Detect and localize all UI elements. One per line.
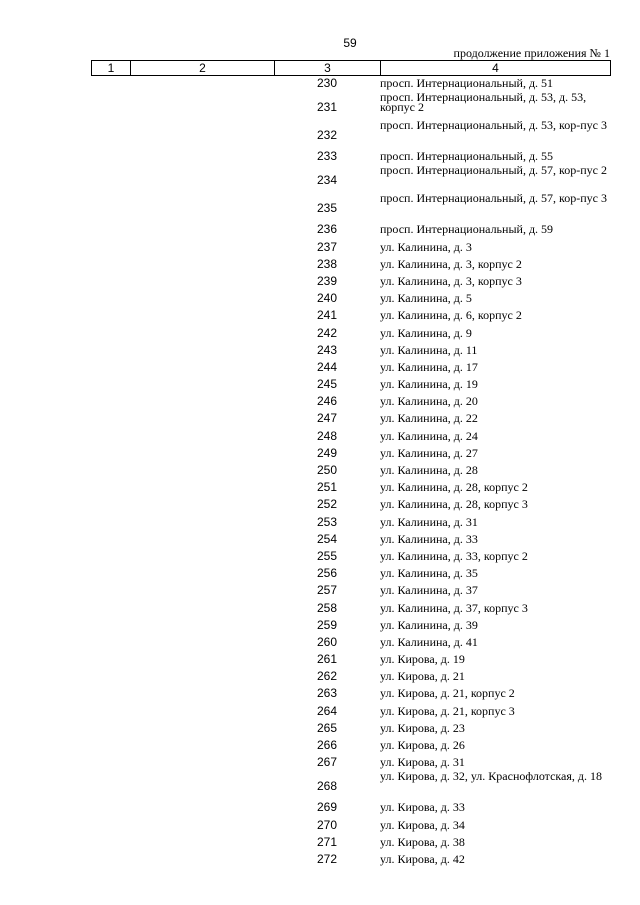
row-address: ул. Кирова, д. 23: [380, 720, 465, 735]
row-address: просп. Интернациональный, д. 57, кор-пус 3: [380, 191, 608, 206]
table-row: [0, 462, 640, 479]
continuation-note: продолжение приложения № 1: [453, 46, 610, 60]
table-row: [0, 720, 640, 737]
row-number: 267: [316, 755, 338, 770]
row-address: просп. Интернациональный, д. 53, д. 53, корпус 2: [380, 90, 587, 115]
table-row: [0, 799, 640, 816]
row-address: ул. Калинина, д. 28, корпус 3: [380, 497, 528, 512]
table-row: [0, 851, 640, 868]
row-number: 252: [316, 497, 338, 512]
row-number: 255: [316, 548, 338, 563]
row-number: 251: [316, 480, 338, 495]
row-number: 253: [316, 514, 338, 529]
table-row: [0, 531, 640, 548]
row-address: ул. Калинина, д. 33, корпус 2: [380, 548, 528, 563]
table-row: [0, 393, 640, 410]
row-number: 260: [316, 634, 338, 649]
row-address: ул. Кирова, д. 21, корпус 3: [380, 703, 515, 718]
table-row: [0, 445, 640, 462]
row-number: 239: [316, 273, 338, 288]
table-row: [0, 221, 640, 238]
table-row: [0, 290, 640, 307]
row-address: ул. Кирова, д. 31: [380, 755, 465, 770]
table-row: [0, 668, 640, 685]
column-header-2: 2: [131, 61, 275, 76]
row-address: просп. Интернациональный, д. 51: [380, 76, 554, 90]
row-address: ул. Калинина, д. 41: [380, 634, 478, 649]
row-number: 246: [316, 394, 338, 409]
table-row: [0, 703, 640, 720]
row-address: ул. Калинина, д. 39: [380, 617, 478, 632]
table-row: [0, 565, 640, 582]
column-header-1: 1: [92, 61, 131, 76]
row-number: 263: [316, 686, 338, 701]
column-header-4: 4: [381, 61, 611, 76]
table-row: [0, 479, 640, 496]
row-address: ул. Калинина, д. 19: [380, 377, 478, 392]
row-address: просп. Интернациональный, д. 55: [380, 149, 554, 164]
row-number: 244: [316, 359, 338, 374]
row-number: 230: [316, 76, 338, 90]
row-address: ул. Калинина, д. 9: [380, 325, 472, 340]
row-number: 247: [316, 411, 338, 426]
table-row: [0, 651, 640, 668]
table-row: [0, 307, 640, 324]
row-number: 269: [316, 800, 338, 815]
row-number: 237: [316, 239, 338, 254]
row-number: 270: [316, 817, 338, 832]
row-address: ул. Калинина, д. 31: [380, 514, 478, 529]
row-number: 235: [316, 201, 338, 216]
table-row: [0, 548, 640, 565]
row-address: ул. Кирова, д. 38: [380, 834, 465, 849]
table-row: [0, 600, 640, 617]
table-row: [0, 256, 640, 273]
row-address: ул. Калинина, д. 3: [380, 239, 472, 254]
row-address: ул. Калинина, д. 37: [380, 583, 478, 598]
table-row: [0, 120, 640, 148]
table-row: [0, 428, 640, 445]
row-address: ул. Кирова, д. 21, корпус 2: [380, 686, 515, 701]
table-row: [0, 514, 640, 531]
address-list: [0, 75, 640, 868]
row-address: ул. Калинина, д. 20: [380, 394, 478, 409]
row-address: ул. Калинина, д. 5: [380, 291, 472, 306]
row-address: ул. Калинина, д. 28: [380, 463, 478, 477]
column-header-3: 3: [275, 61, 381, 76]
row-number: 272: [316, 851, 338, 866]
row-address: просп. Интернациональный, д. 59: [380, 222, 554, 237]
row-number: 271: [316, 834, 338, 849]
table-row: [0, 239, 640, 256]
row-address: ул. Калинина, д. 3, корпус 3: [380, 273, 522, 288]
row-address: ул. Калинина, д. 27: [380, 445, 478, 460]
table-row: [0, 165, 640, 193]
row-address: ул. Кирова, д. 19: [380, 652, 465, 667]
table-row: [0, 193, 640, 221]
row-address: ул. Кирова, д. 33: [380, 800, 465, 815]
table-row: [0, 342, 640, 359]
row-address: ул. Кирова, д. 26: [380, 738, 465, 752]
table-row: [0, 325, 640, 342]
table-row: [0, 737, 640, 754]
row-number: 233: [316, 149, 338, 164]
row-address: ул. Калинина, д. 24: [380, 428, 478, 443]
row-number: 232: [316, 128, 338, 143]
row-address: ул. Калинина, д. 28, корпус 2: [380, 480, 528, 495]
row-number: 265: [316, 720, 338, 735]
row-address: ул. Кирова, д. 21: [380, 669, 465, 684]
row-number: 234: [316, 173, 338, 188]
row-address: ул. Калинина, д. 22: [380, 411, 478, 426]
row-address: ул. Калинина, д. 3, корпус 2: [380, 256, 522, 271]
row-number: 242: [316, 325, 338, 340]
row-number: 240: [316, 291, 338, 306]
table-row: [0, 834, 640, 851]
table-row: [0, 376, 640, 393]
table-row: [0, 771, 640, 799]
table-row: [0, 817, 640, 834]
row-number: 243: [316, 342, 338, 357]
row-number: 254: [316, 531, 338, 546]
row-number: 231: [316, 100, 338, 115]
column-header-row: [92, 61, 611, 76]
row-number: 268: [316, 779, 338, 794]
row-number: 256: [316, 566, 338, 581]
table-row: [0, 634, 640, 651]
row-address: просп. Интернациональный, д. 57, кор-пус 2: [380, 163, 608, 178]
row-address: ул. Калинина, д. 17: [380, 359, 478, 374]
row-number: 262: [316, 669, 338, 684]
table-row: [0, 685, 640, 702]
column-header-table: [91, 60, 611, 76]
table-row: [0, 359, 640, 376]
row-address: ул. Калинина, д. 11: [380, 342, 478, 357]
table-row: [0, 496, 640, 513]
row-address: ул. Калинина, д. 33: [380, 531, 478, 546]
row-address: ул. Калинина, д. 37, корпус 3: [380, 600, 528, 615]
row-address: ул. Кирова, д. 34: [380, 817, 465, 832]
row-address: ул. Кирова, д. 32, ул. Краснофлотская, д. 18: [380, 769, 602, 784]
row-address: просп. Интернациональный, д. 53, кор-пус 3: [380, 118, 608, 133]
row-address: ул. Калинина, д. 6, корпус 2: [380, 308, 522, 323]
row-number: 249: [316, 445, 338, 460]
row-number: 238: [316, 256, 338, 271]
table-row: [0, 582, 640, 599]
row-number: 248: [316, 428, 338, 443]
table-row: [0, 410, 640, 427]
page-number: 59: [343, 36, 357, 50]
row-number: 236: [316, 222, 338, 237]
row-number: 250: [316, 463, 338, 477]
row-number: 261: [316, 652, 338, 667]
row-address: ул. Кирова, д. 42: [380, 851, 465, 866]
row-number: 241: [316, 308, 338, 323]
table-row: [0, 273, 640, 290]
table-row: [0, 92, 640, 120]
table-row: [0, 617, 640, 634]
row-address: ул. Калинина, д. 35: [380, 566, 478, 581]
row-number: 264: [316, 703, 338, 718]
row-number: 266: [316, 738, 338, 752]
row-number: 257: [316, 583, 338, 598]
row-number: 259: [316, 617, 338, 632]
row-number: 245: [316, 377, 338, 392]
row-number: 258: [316, 600, 338, 615]
